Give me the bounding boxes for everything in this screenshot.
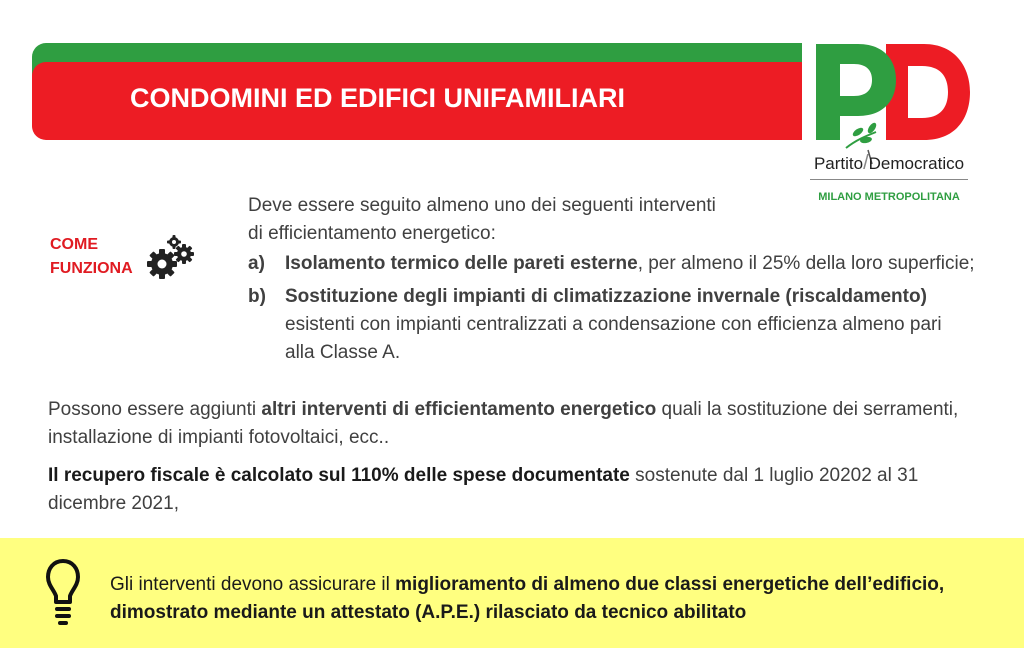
gears-icon (144, 234, 196, 282)
side-label-line1: COME (50, 236, 98, 253)
fiscal-recovery-paragraph (48, 462, 978, 518)
list-marker: a) (248, 253, 265, 274)
list-item-bold: Sostituzione degli impianti di climatizzazione invernale (riscaldamento) (285, 286, 927, 307)
list-item-text: , per almeno il 25% della loro superficie; (637, 253, 975, 274)
logo-letter-p (816, 44, 896, 140)
intro-line2: di efficientamento energetico: (248, 223, 496, 244)
logo-name: Partito/Democratico (813, 152, 965, 174)
side-label-line2: FUNZIONA (50, 260, 133, 277)
page-title: CONDOMINI ED EDIFICI UNIFAMILIARI (130, 83, 625, 113)
pd-logo (806, 40, 972, 210)
come-funziona-label (50, 233, 133, 281)
para1-text: Possono essere aggiunti (48, 399, 262, 420)
additional-interventions-paragraph (48, 396, 978, 452)
para1-text-after: quali la sostituzione dei serramenti, installazione di impianti fotovoltaici, ecc.. (48, 399, 959, 448)
lightbulb-icon (45, 558, 81, 626)
logo-divider (810, 179, 968, 180)
tip-text (110, 571, 990, 627)
list-item-text: esistenti con impianti centralizzati a condensazione con efficienza almeno pari alla Classe A. (285, 314, 942, 363)
para2-text: sostenute dal 1 luglio 20202 al 31 dicembre 2021, (48, 465, 919, 514)
logo-name-part1: Partito (813, 154, 864, 173)
intro-text (248, 192, 808, 248)
para2-bold: Il recupero fiscale è calcolato sul 110% delle spese documentate (48, 465, 630, 486)
para1-bold: altri interventi di efficientamento energetico (261, 399, 657, 420)
logo-subtitle: MILANO METROPOLITANA (818, 191, 960, 203)
intro-line1: Deve essere seguito almeno uno dei seguenti interventi (248, 195, 716, 216)
list-item-a (248, 250, 978, 278)
tip-text-regular: Gli interventi devono assicurare il (110, 574, 396, 595)
tip-text-bold: miglioramento di almeno due classi energetiche dell’edificio, dimostrato mediante un attestato (A.P.E.) rilasciato da tecnico abilitato (110, 574, 945, 623)
logo-letter-d (886, 44, 970, 140)
logo-name-part2: Democratico (868, 154, 965, 173)
list-item-b (248, 283, 975, 367)
list-item-bold: Isolamento termico delle pareti esterne (285, 253, 638, 274)
interventions-list (248, 250, 978, 367)
list-marker: b) (248, 286, 266, 307)
